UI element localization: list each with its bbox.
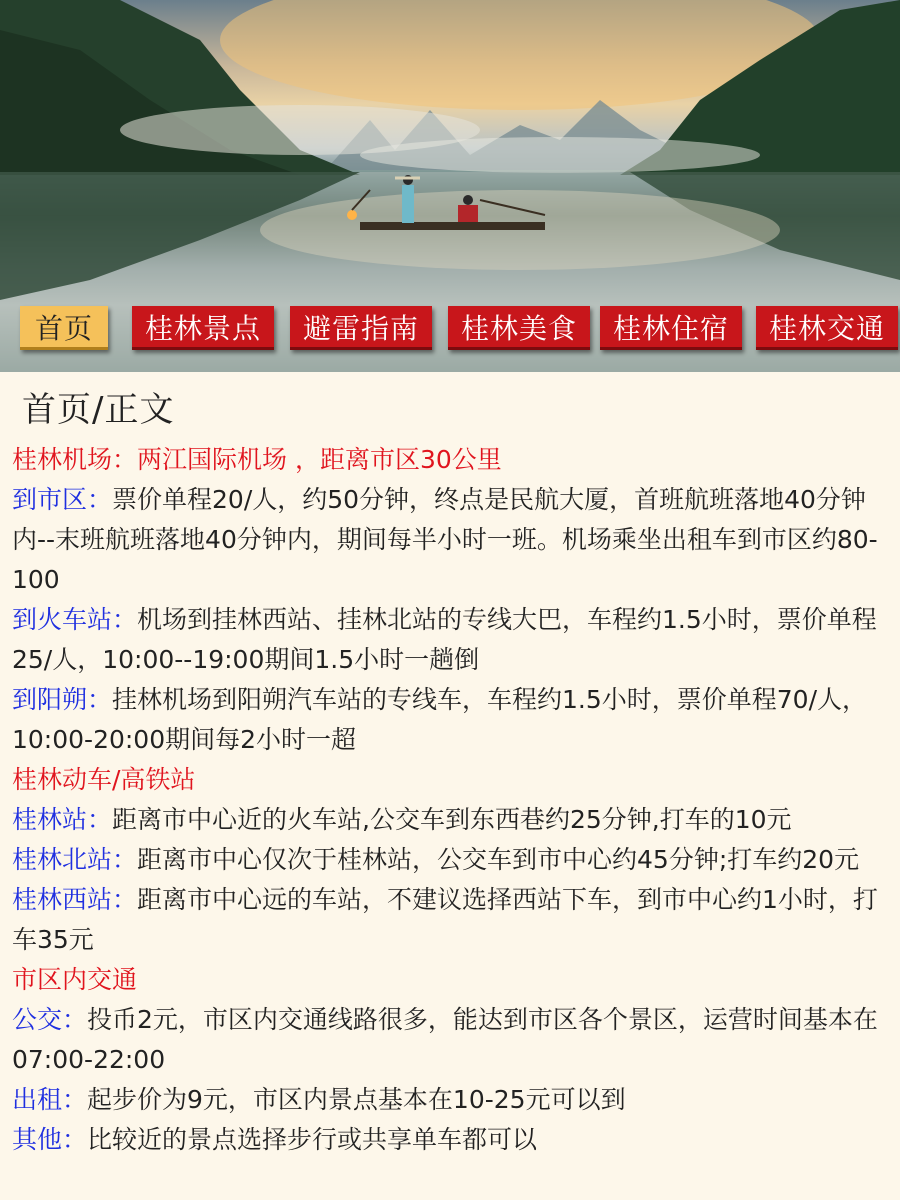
bus-paragraph	[12, 1000, 892, 1080]
rail-heading: 桂林动车/高铁站	[12, 765, 196, 794]
to-station-paragraph	[12, 600, 892, 680]
to-city-paragraph	[12, 480, 892, 600]
breadcrumb: 首页/正文	[22, 390, 175, 430]
nav-item-home[interactable]: 首页	[20, 306, 108, 350]
guilin-station-text: 距离市中心近的火车站,公交车到东西巷约25分钟,打车的10元	[112, 805, 792, 834]
other-text: 比较近的景点选择步行或共享单车都可以	[87, 1125, 538, 1154]
nav-item-pitfall-guide[interactable]: 避雷指南	[290, 306, 432, 350]
to-station-key: 到火车站：	[12, 605, 138, 634]
nav-item-transport[interactable]: 桂林交通	[756, 306, 898, 350]
to-city-text: 票价单程20/人，约50分钟，终点是民航大厦，首班航班落地40分钟内--末班航班落地40分钟内，期间每半小时一班。机场乘坐出租车到市区约80-100	[12, 485, 878, 594]
guilin-north-paragraph	[12, 840, 892, 880]
to-city-key: 到市区：	[12, 485, 113, 514]
other-paragraph	[12, 1120, 892, 1160]
guilin-west-text: 距离市中心远的车站，不建议选择西站下车，到市中心约1小时，打车35元	[12, 885, 878, 954]
guilin-west-paragraph	[12, 880, 892, 960]
article-body	[12, 440, 892, 1160]
guilin-west-key: 桂林西站：	[12, 885, 138, 914]
airport-heading: 桂林机场：两江国际机场 ，距离市区30公里	[12, 445, 502, 474]
guilin-north-key: 桂林北站：	[12, 845, 138, 874]
taxi-text: 起步价为9元，市区内景点基本在10-25元可以到	[87, 1085, 626, 1114]
to-yangshuo-text: 挂林机场到阳朔汽车站的专线车，车程约1.5小时，票价单程70/人，10:00-20:00期间每2小时一超	[12, 685, 868, 754]
bus-text: 投币2元，市区内交通线路很多，能达到市区各个景区，运营时间基本在07:00-22:00	[12, 1005, 878, 1074]
taxi-paragraph	[12, 1080, 892, 1120]
to-station-text: 机场到挂林西站、挂林北站的专线大巴，车程约1.5小时，票价单程25/人，10:00--19:00期间1.5小时一趟倒	[12, 605, 877, 674]
to-yangshuo-key: 到阳朔：	[12, 685, 113, 714]
bus-key: 公交：	[12, 1005, 88, 1034]
nav-item-lodging[interactable]: 桂林住宿	[600, 306, 742, 350]
nav-item-attractions[interactable]: 桂林景点	[132, 306, 274, 350]
hero-banner	[0, 0, 900, 372]
guilin-north-text: 距离市中心仅次于桂林站，公交车到市中心约45分钟;打车约20元	[137, 845, 860, 874]
guilin-station-key: 桂林站：	[12, 805, 113, 834]
guilin-station-paragraph	[12, 800, 892, 840]
top-nav	[0, 306, 900, 354]
nav-item-food[interactable]: 桂林美食	[448, 306, 590, 350]
city-transport-heading: 市区内交通	[12, 965, 138, 994]
to-yangshuo-paragraph	[12, 680, 892, 760]
taxi-key: 出租：	[12, 1085, 88, 1114]
other-key: 其他：	[12, 1125, 88, 1154]
